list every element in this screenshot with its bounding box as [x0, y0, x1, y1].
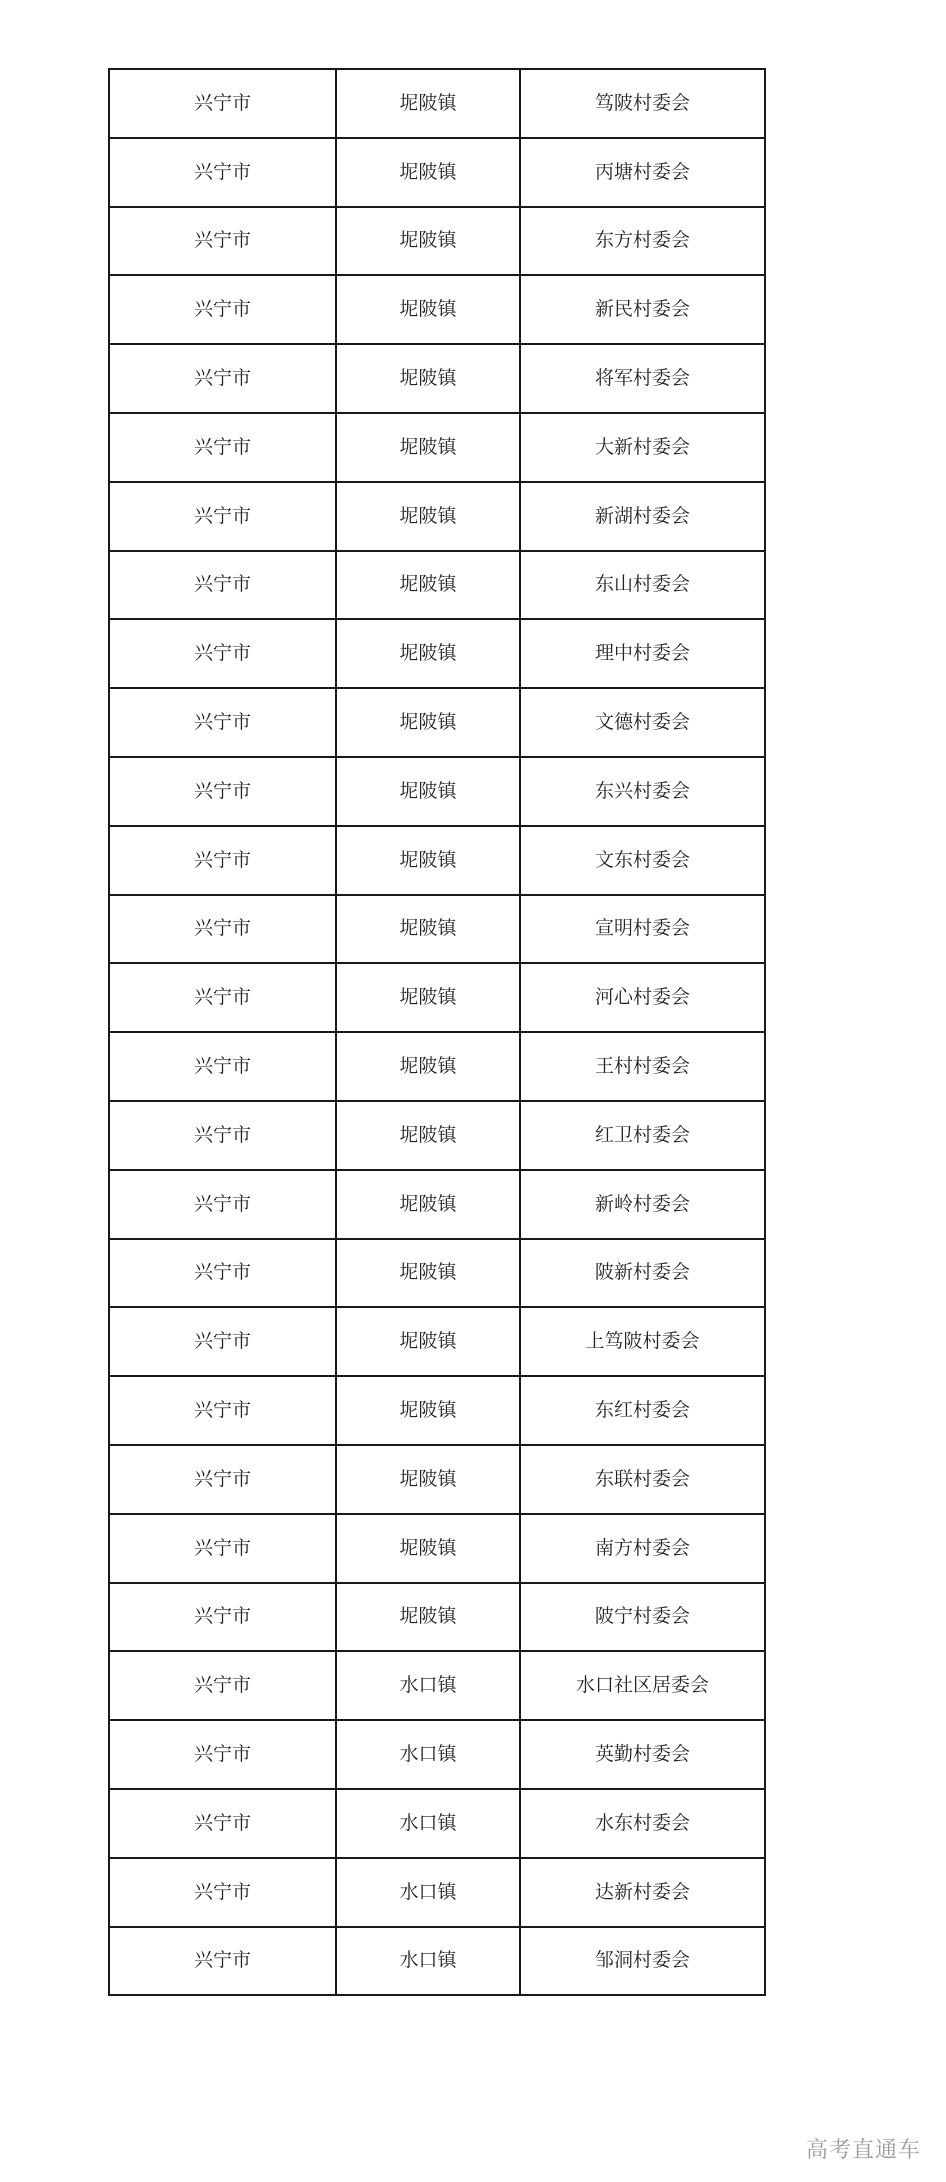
unit-cell: 新岭村委会 — [520, 1170, 765, 1239]
unit-cell: 南方村委会 — [520, 1514, 765, 1583]
city-cell: 兴宁市 — [109, 1789, 336, 1858]
town-cell: 坭陂镇 — [336, 551, 520, 620]
city-cell: 兴宁市 — [109, 1032, 336, 1101]
unit-cell: 邹洞村委会 — [520, 1927, 765, 1996]
table-row — [109, 963, 765, 1032]
town-cell: 水口镇 — [336, 1651, 520, 1720]
town-cell: 水口镇 — [336, 1789, 520, 1858]
town-cell: 坭陂镇 — [336, 482, 520, 551]
town-cell: 坭陂镇 — [336, 275, 520, 344]
watermark-text: 高考直通车 — [805, 2138, 921, 2163]
unit-cell: 理中村委会 — [520, 619, 765, 688]
table-row — [109, 1720, 765, 1789]
town-cell: 坭陂镇 — [336, 963, 520, 1032]
city-cell: 兴宁市 — [109, 482, 336, 551]
table-row — [109, 619, 765, 688]
city-cell: 兴宁市 — [109, 69, 336, 138]
unit-cell: 陂宁村委会 — [520, 1583, 765, 1652]
unit-cell: 宣明村委会 — [520, 895, 765, 964]
city-cell: 兴宁市 — [109, 619, 336, 688]
city-cell: 兴宁市 — [109, 1101, 336, 1170]
city-cell: 兴宁市 — [109, 1514, 336, 1583]
table-row — [109, 413, 765, 482]
town-cell: 水口镇 — [336, 1720, 520, 1789]
table-row — [109, 1858, 765, 1927]
city-cell: 兴宁市 — [109, 1927, 336, 1996]
table-row — [109, 344, 765, 413]
town-cell: 坭陂镇 — [336, 895, 520, 964]
city-cell: 兴宁市 — [109, 1445, 336, 1514]
table-row — [109, 1376, 765, 1445]
unit-cell: 英勤村委会 — [520, 1720, 765, 1789]
town-cell: 坭陂镇 — [336, 207, 520, 276]
table-row — [109, 69, 765, 138]
unit-cell: 水东村委会 — [520, 1789, 765, 1858]
table-row — [109, 551, 765, 620]
city-cell: 兴宁市 — [109, 1376, 336, 1445]
city-cell: 兴宁市 — [109, 688, 336, 757]
town-cell: 坭陂镇 — [336, 1307, 520, 1376]
city-cell: 兴宁市 — [109, 1170, 336, 1239]
unit-cell: 新民村委会 — [520, 275, 765, 344]
town-cell: 坭陂镇 — [336, 138, 520, 207]
table-row — [109, 275, 765, 344]
city-cell: 兴宁市 — [109, 275, 336, 344]
town-cell: 坭陂镇 — [336, 1239, 520, 1308]
city-cell: 兴宁市 — [109, 551, 336, 620]
city-cell: 兴宁市 — [109, 1651, 336, 1720]
unit-cell: 东山村委会 — [520, 551, 765, 620]
table-row — [109, 757, 765, 826]
town-cell: 坭陂镇 — [336, 619, 520, 688]
town-cell: 坭陂镇 — [336, 1376, 520, 1445]
town-cell: 坭陂镇 — [336, 69, 520, 138]
unit-cell: 笃陂村委会 — [520, 69, 765, 138]
unit-cell: 水口社区居委会 — [520, 1651, 765, 1720]
table-row — [109, 138, 765, 207]
city-cell: 兴宁市 — [109, 757, 336, 826]
unit-cell: 红卫村委会 — [520, 1101, 765, 1170]
town-cell: 坭陂镇 — [336, 757, 520, 826]
city-cell: 兴宁市 — [109, 1239, 336, 1308]
unit-cell: 大新村委会 — [520, 413, 765, 482]
village-list-table — [108, 68, 766, 1996]
unit-cell: 东联村委会 — [520, 1445, 765, 1514]
table-row — [109, 1445, 765, 1514]
town-cell: 坭陂镇 — [336, 1583, 520, 1652]
table-row — [109, 1239, 765, 1308]
table-row — [109, 1651, 765, 1720]
unit-cell: 文德村委会 — [520, 688, 765, 757]
table-row — [109, 1307, 765, 1376]
unit-cell: 达新村委会 — [520, 1858, 765, 1927]
unit-cell: 王村村委会 — [520, 1032, 765, 1101]
table-row — [109, 1583, 765, 1652]
unit-cell: 陂新村委会 — [520, 1239, 765, 1308]
city-cell: 兴宁市 — [109, 963, 336, 1032]
unit-cell: 上笃陂村委会 — [520, 1307, 765, 1376]
town-cell: 坭陂镇 — [336, 1170, 520, 1239]
town-cell: 坭陂镇 — [336, 344, 520, 413]
unit-cell: 东兴村委会 — [520, 757, 765, 826]
town-cell: 坭陂镇 — [336, 1032, 520, 1101]
town-cell: 坭陂镇 — [336, 1514, 520, 1583]
city-cell: 兴宁市 — [109, 138, 336, 207]
unit-cell: 新湖村委会 — [520, 482, 765, 551]
unit-cell: 丙塘村委会 — [520, 138, 765, 207]
city-cell: 兴宁市 — [109, 207, 336, 276]
table-row — [109, 1514, 765, 1583]
table-row — [109, 688, 765, 757]
city-cell: 兴宁市 — [109, 1720, 336, 1789]
unit-cell: 将军村委会 — [520, 344, 765, 413]
town-cell: 水口镇 — [336, 1927, 520, 1996]
city-cell: 兴宁市 — [109, 1307, 336, 1376]
city-cell: 兴宁市 — [109, 1583, 336, 1652]
unit-cell: 东方村委会 — [520, 207, 765, 276]
city-cell: 兴宁市 — [109, 826, 336, 895]
table-body — [109, 69, 765, 1995]
table-row — [109, 1789, 765, 1858]
unit-cell: 河心村委会 — [520, 963, 765, 1032]
table-row — [109, 1170, 765, 1239]
town-cell: 水口镇 — [336, 1858, 520, 1927]
table-row — [109, 207, 765, 276]
table-row — [109, 1101, 765, 1170]
city-cell: 兴宁市 — [109, 1858, 336, 1927]
city-cell: 兴宁市 — [109, 344, 336, 413]
city-cell: 兴宁市 — [109, 895, 336, 964]
town-cell: 坭陂镇 — [336, 413, 520, 482]
table-row — [109, 1927, 765, 1996]
town-cell: 坭陂镇 — [336, 688, 520, 757]
unit-cell: 文东村委会 — [520, 826, 765, 895]
table-row — [109, 1032, 765, 1101]
town-cell: 坭陂镇 — [336, 826, 520, 895]
town-cell: 坭陂镇 — [336, 1101, 520, 1170]
table-row — [109, 895, 765, 964]
table-row — [109, 482, 765, 551]
city-cell: 兴宁市 — [109, 413, 336, 482]
table-row — [109, 826, 765, 895]
town-cell: 坭陂镇 — [336, 1445, 520, 1514]
unit-cell: 东红村委会 — [520, 1376, 765, 1445]
